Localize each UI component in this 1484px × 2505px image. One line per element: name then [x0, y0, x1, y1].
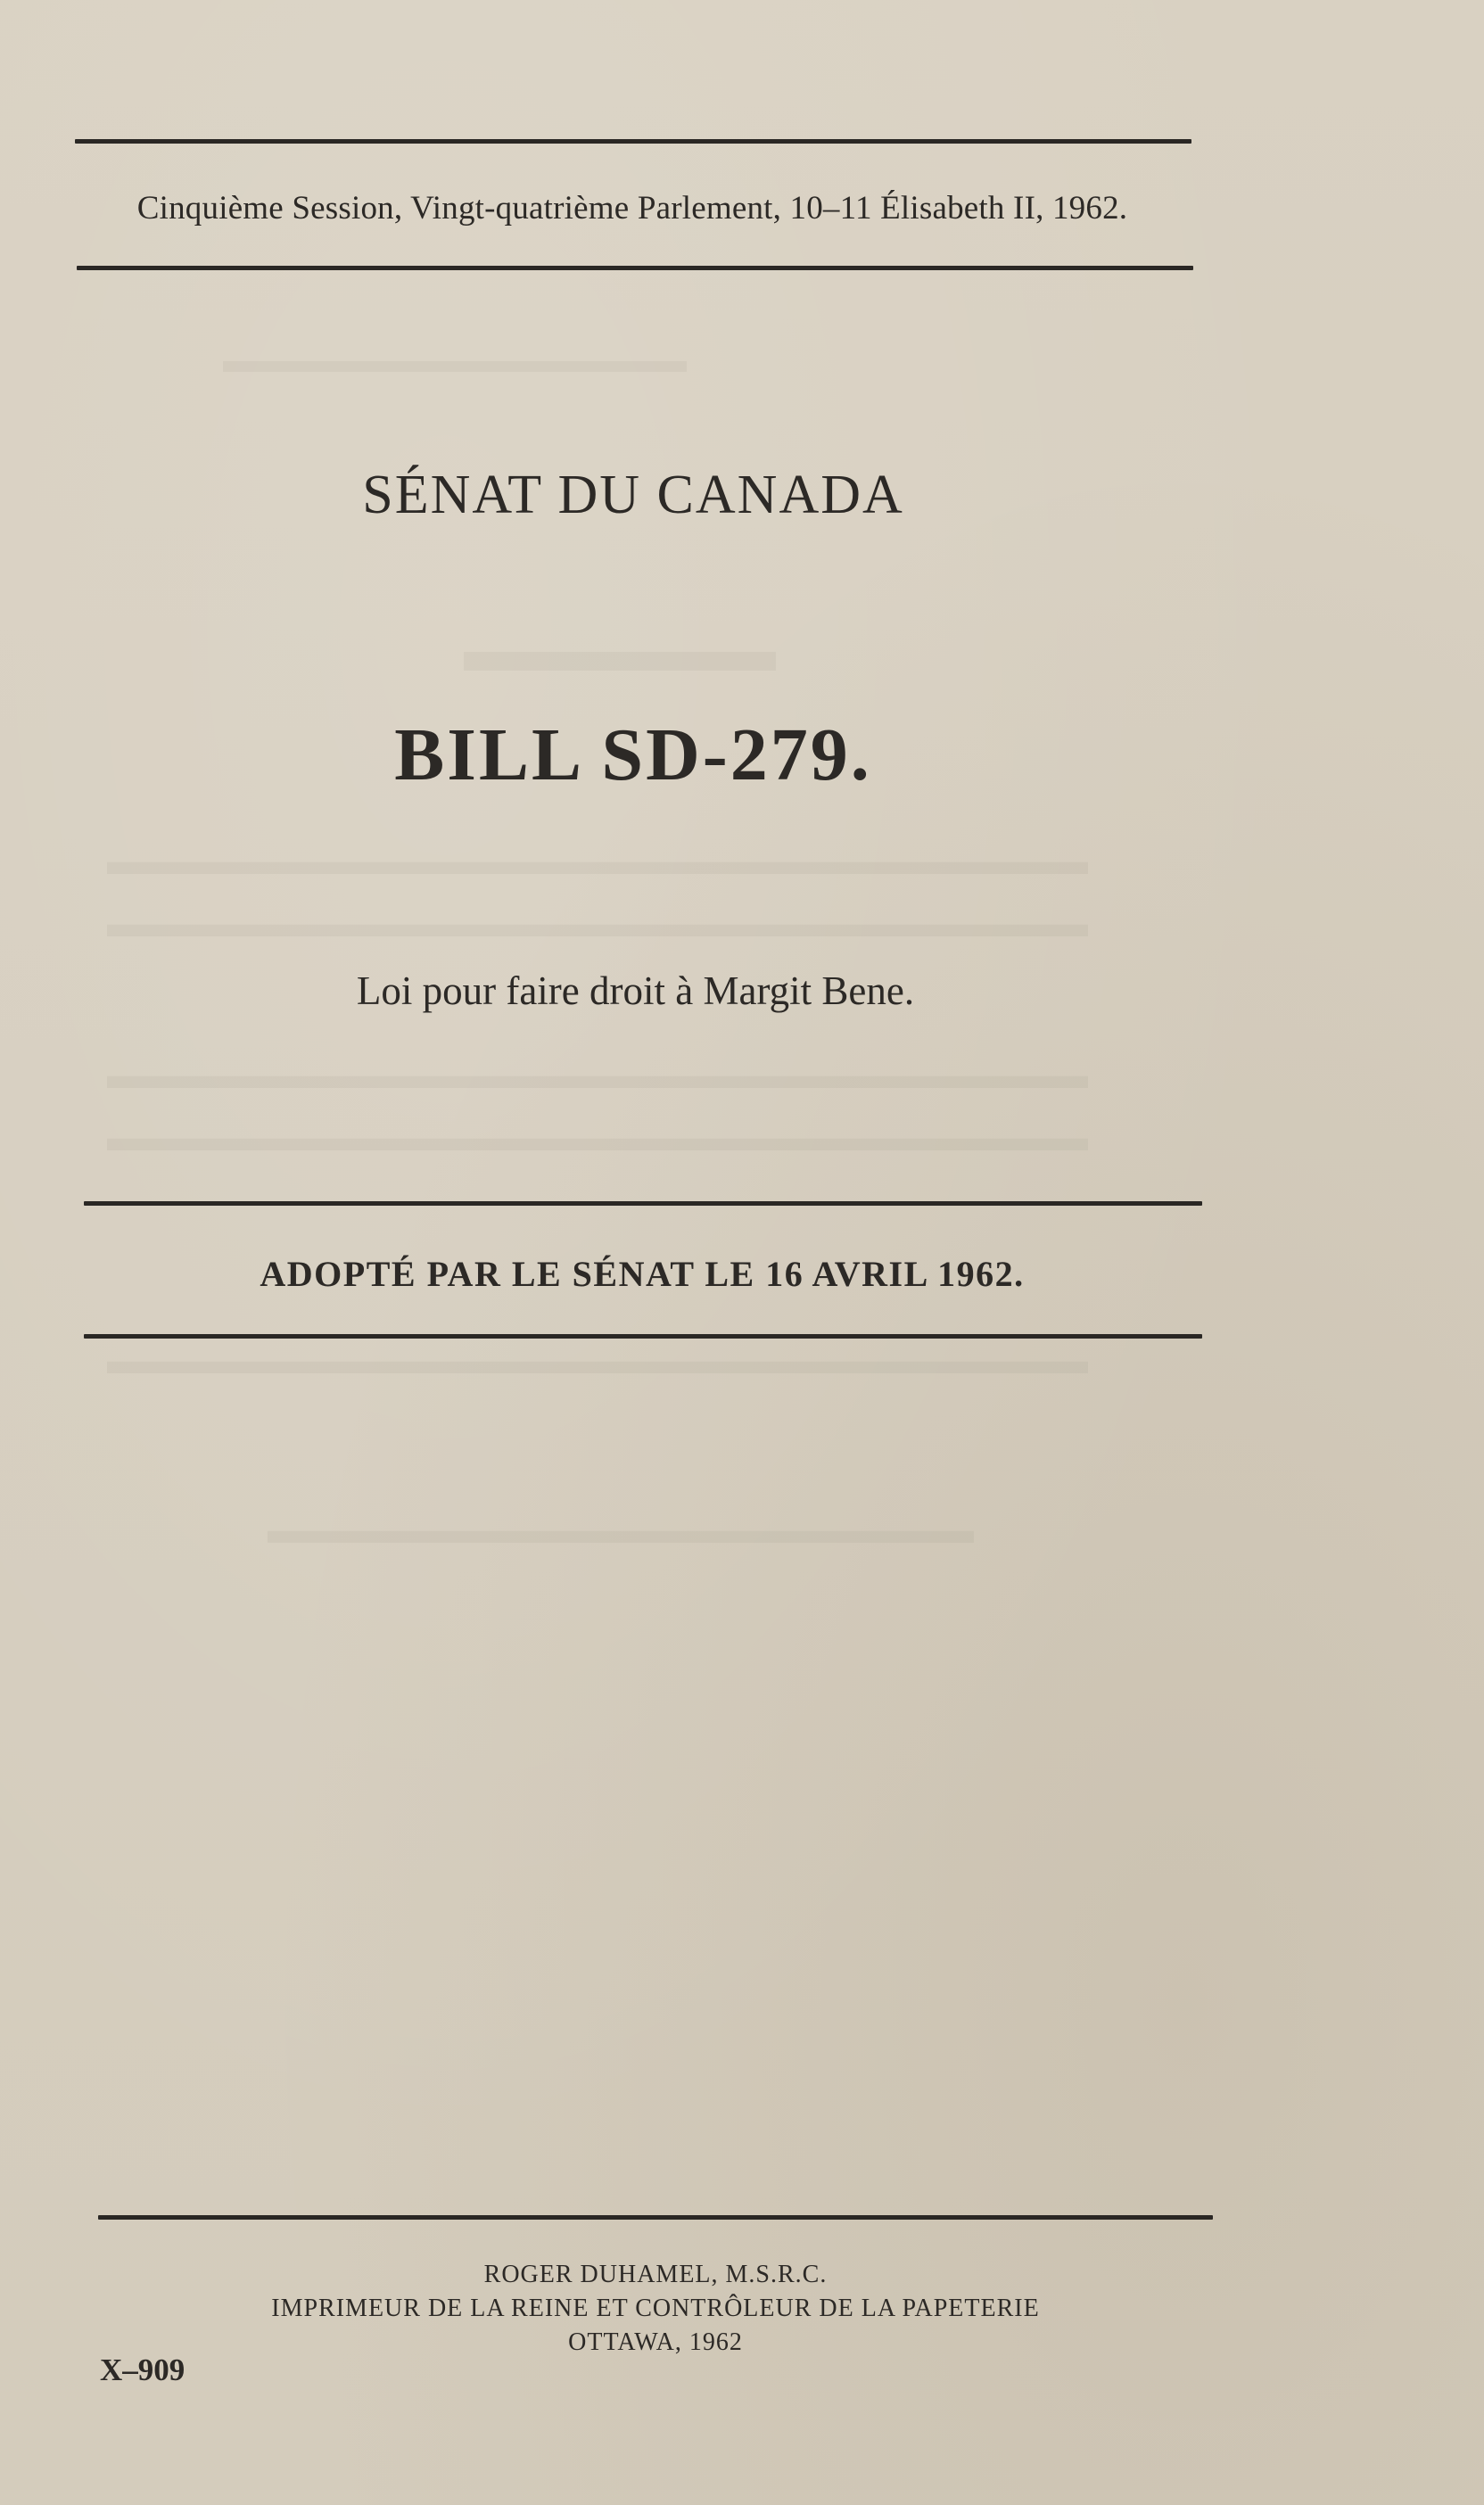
show-through-texture: ▬▬▬▬▬▬▬▬▬▬▬▬▬▬▬▬▬▬▬▬▬▬▬▬▬: [107, 839, 1088, 883]
top-rule: [75, 139, 1191, 144]
printer-place: OTTAWA, 1962: [568, 2328, 743, 2356]
show-through-texture: ▬▬▬▬▬▬▬▬▬▬▬▬▬: [223, 340, 687, 380]
show-through-texture: ▬▬▬▬▬▬▬▬▬▬▬▬▬▬▬▬▬▬▬▬▬▬▬▬▬: [107, 1116, 1088, 1159]
document-number: X–909: [100, 2353, 186, 2387]
adoption-statement: ADOPTÉ PAR LE SÉNAT LE 16 AVRIL 1962.: [260, 1254, 1025, 1294]
adoption-top-rule: [84, 1201, 1202, 1206]
show-through-texture: ▬▬▬▬▬▬▬▬▬▬▬▬▬▬▬▬▬▬▬▬▬▬▬▬▬: [107, 1053, 1088, 1097]
show-through-texture: ▬▬▬▬▬: [464, 616, 776, 685]
bill-subtitle: Loi pour faire droit à Margit Bene.: [356, 968, 915, 1013]
show-through-texture: ▬▬▬▬▬▬▬▬▬▬▬▬▬▬▬▬▬▬: [268, 1508, 974, 1552]
session-line: Cinquième Session, Vingt-quatrième Parlement, 10–11 Élisabeth II, 1962.: [136, 190, 1128, 227]
footer-rule: [98, 2215, 1213, 2220]
session-rule: [77, 266, 1193, 270]
bill-number: BILL SD-279.: [394, 713, 872, 796]
show-through-texture: ▬▬▬▬▬▬▬▬▬▬▬▬▬▬▬▬▬▬▬▬▬▬▬▬▬: [107, 1339, 1088, 1382]
adoption-bottom-rule: [84, 1334, 1202, 1339]
printer-name: ROGER DUHAMEL, M.S.R.C.: [483, 2261, 828, 2288]
show-through-texture: ▬▬▬▬▬▬▬▬▬▬▬▬▬▬▬▬▬▬▬▬▬▬▬▬▬: [107, 902, 1088, 945]
printer-title: IMPRIMEUR DE LA REINE ET CONTRÔLEUR DE LA PAPETERIE: [271, 2295, 1040, 2322]
senate-title: SÉNAT DU CANADA: [362, 465, 904, 525]
